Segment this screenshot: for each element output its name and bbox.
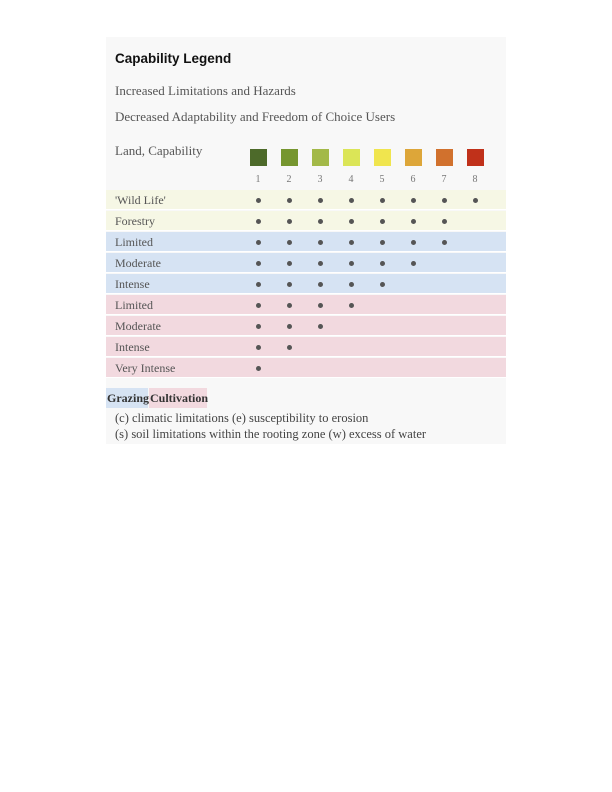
capability-dot: [380, 240, 385, 245]
capability-dot: [256, 282, 261, 287]
land-use-label: Limited: [115, 298, 153, 312]
land-use-row: [106, 358, 506, 378]
class-7-number: 7: [441, 174, 447, 185]
land-capability-label: Land, Capability: [115, 143, 203, 158]
land-use-label: Limited: [115, 235, 153, 249]
capability-dot: [256, 345, 261, 350]
class-6-number: 6: [410, 174, 416, 185]
capability-dot: [411, 198, 416, 203]
class-4-number: 4: [348, 174, 354, 185]
capability-dot: [380, 219, 385, 224]
capability-dot: [318, 219, 323, 224]
class-2-swatch: [281, 149, 298, 166]
capability-dot: [318, 261, 323, 266]
land-use-label: Forestry: [115, 214, 155, 228]
class-8-number: 8: [472, 174, 478, 185]
capability-dot: [287, 303, 292, 308]
capability-dot: [411, 261, 416, 266]
capability-dot: [287, 240, 292, 245]
land-use-row: [106, 253, 506, 273]
class-1-number: 1: [255, 174, 261, 185]
class-4-swatch: [343, 149, 360, 166]
capability-dot: [287, 345, 292, 350]
land-use-row: [106, 295, 506, 315]
land-use-row: [106, 316, 506, 336]
class-5-number: 5: [379, 174, 385, 185]
land-use-label: Intense: [115, 340, 150, 354]
capability-dot: [287, 282, 292, 287]
capability-dot: [318, 303, 323, 308]
class-3-swatch: [312, 149, 329, 166]
cultivation-legend-key: Cultivation: [149, 388, 207, 408]
capability-dot: [256, 324, 261, 329]
capability-dot: [380, 198, 385, 203]
class-2-number: 2: [286, 174, 292, 185]
class-5-swatch: [374, 149, 391, 166]
capability-dot: [349, 261, 354, 266]
land-use-label: 'Wild Life': [115, 193, 166, 207]
land-use-label: Moderate: [115, 256, 161, 270]
class-7-swatch: [436, 149, 453, 166]
land-use-row: [106, 337, 506, 357]
capability-dot: [442, 198, 447, 203]
capability-dot: [256, 303, 261, 308]
capability-dot: [442, 240, 447, 245]
class-8-swatch: [467, 149, 484, 166]
class-6-swatch: [405, 149, 422, 166]
capability-dot: [256, 261, 261, 266]
capability-dot: [256, 366, 261, 371]
capability-dot: [380, 261, 385, 266]
land-use-row: [106, 211, 506, 231]
class-1-swatch: [250, 149, 267, 166]
capability-dot: [318, 240, 323, 245]
capability-dot: [411, 219, 416, 224]
capability-dot: [349, 282, 354, 287]
land-use-label: Intense: [115, 277, 150, 291]
capability-dot: [349, 240, 354, 245]
capability-dot: [318, 324, 323, 329]
capability-dot: [287, 324, 292, 329]
capability-dot: [380, 282, 385, 287]
capability-dot: [411, 240, 416, 245]
adaptability-line: Decreased Adaptability and Freedom of Choice Users: [115, 109, 396, 124]
capability-dot: [256, 219, 261, 224]
class-3-number: 3: [317, 174, 323, 185]
capability-dot: [287, 219, 292, 224]
capability-dot: [473, 198, 478, 203]
subclass-note-1: (c) climatic limitations (e) susceptibility to erosion: [115, 411, 369, 425]
subclass-note-2: (s) soil limitations within the rooting zone (w) excess of water: [115, 427, 427, 441]
limitations-line: Increased Limitations and Hazards: [115, 83, 296, 98]
capability-dot: [256, 240, 261, 245]
legend-title: Capability Legend: [115, 51, 232, 66]
capability-dot: [349, 219, 354, 224]
land-use-label: Very Intense: [115, 361, 176, 375]
grazing-legend-key: Grazing: [106, 388, 148, 408]
capability-dot: [318, 198, 323, 203]
capability-dot: [287, 261, 292, 266]
land-use-row: [106, 274, 506, 294]
capability-dot: [349, 303, 354, 308]
land-use-label: Moderate: [115, 319, 161, 333]
capability-dot: [442, 219, 447, 224]
capability-dot: [318, 282, 323, 287]
capability-dot: [287, 198, 292, 203]
land-use-row: [106, 232, 506, 252]
capability-legend-panel: [106, 37, 506, 444]
capability-dot: [256, 198, 261, 203]
capability-dot: [349, 198, 354, 203]
land-use-row: [106, 190, 506, 210]
